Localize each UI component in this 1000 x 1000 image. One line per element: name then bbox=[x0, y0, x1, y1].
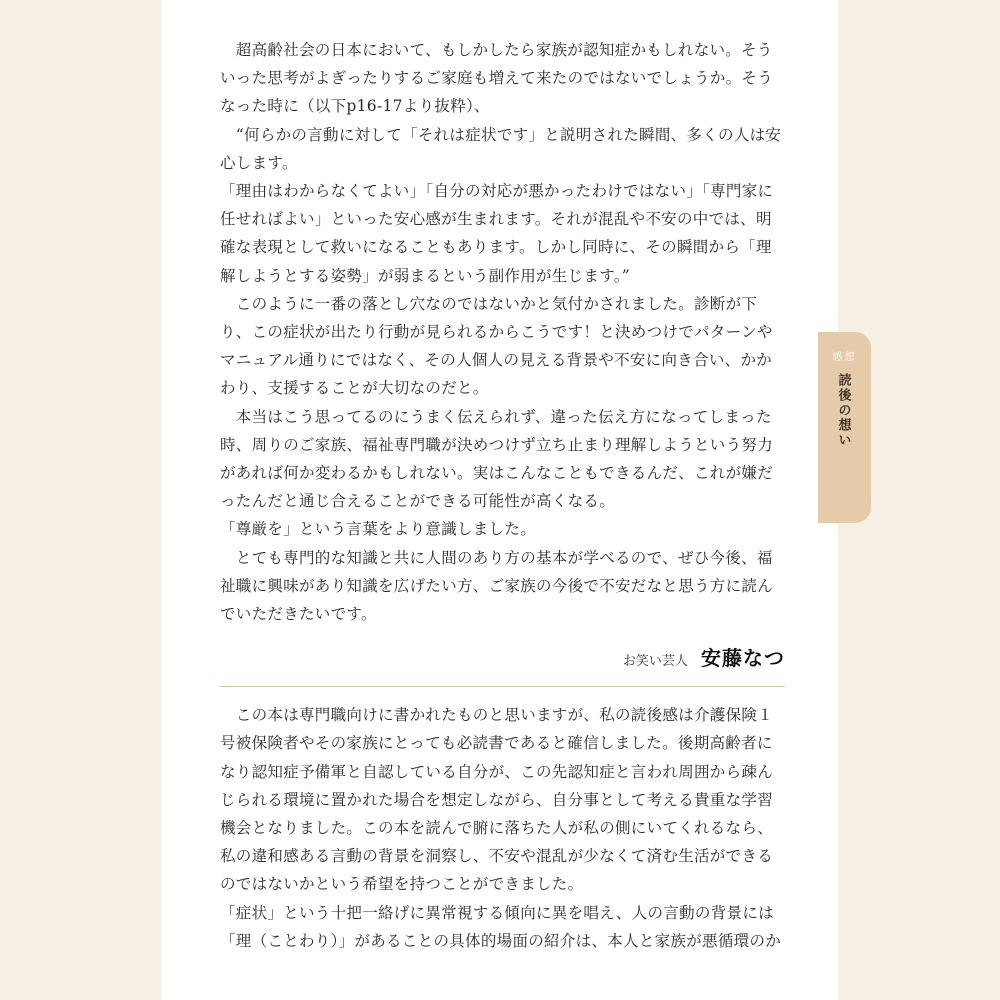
review-1-paragraph: 「尊厳を」という言葉をより意識しました。 bbox=[220, 520, 537, 539]
review-1-paragraph: とても専門的な知識と共に人間のあり方の基本が学べるので、ぜひ今後、福祉職に興味があり知識を広げたい方、ご家族の今後で不安だなと思う方に読んでいただきたいです。 bbox=[220, 548, 774, 624]
review-1-paragraph: 超高齢社会の日本において、もしかしたら家族が認知症かもしれない。そういった思考がよぎったりするご家庭も増えて来たのではないでしょうか。そうなった時に（以下p16-17より抜粋）、 bbox=[220, 41, 774, 116]
review-2-paragraph: 「症状」という十把一絡げに異常視する傾向に異を唱え、人の言動の背景には「理（ことわり）」があることの具体的場面の紹介は、本人と家族が悪循環のか bbox=[220, 903, 782, 950]
review-2-paragraph: この本は専門職向けに書かれたものと思いますが、私の読後感は介護保険１号被保険者やその家族にとっても必読書であると確信しました。後期高齢者になり認知症予備軍と自認している自分が、この先認知症と言われ周囲から疎んじられる環境に置かれた場合を想定しながら、自分事として考える貴重な学習機会となりました。この本を読んで腑に落ちた人が私の側にいてくれるなら、私の違和感ある言動の背景を洞察し、不安や混乱が少なくて済む生活ができるのではないかという希望を持つことができました。 bbox=[220, 706, 774, 894]
page bbox=[161, 0, 838, 1000]
review-1 bbox=[220, 36, 785, 682]
author-name: 安藤なつ bbox=[701, 646, 785, 671]
review-1-paragraph: “何らかの言動に対して「それは症状です」と説明された瞬間、多くの人は安心します。 bbox=[220, 125, 782, 172]
review-1-paragraph: 「理由はわからなくてよい」「自分の対応が悪かったわけではない」「専門家に任せればよい」といった安心感が生まれます。それが混乱や不安の中では、明確な表現として救いになることもあります。しかし同時に、その瞬間から「理解しようとする姿勢」が弱まるという副作用が生じます。” bbox=[220, 182, 774, 285]
tab-title-label: 読後の想い bbox=[835, 373, 851, 448]
side-index-tab[interactable] bbox=[818, 332, 871, 523]
tab-category-label: 感想 bbox=[832, 352, 857, 363]
review-1-paragraph: このように一番の落とし穴なのではないかと気付かされました。診断が下り、この症状が出たり行動が見られるからこうです！と決めつけでパターンやマニュアル通りにではなく、その人個人の見える背景や不安に向き合い、かかわり、支援することが大切なのだと。 bbox=[220, 294, 773, 398]
review-2 bbox=[220, 701, 785, 955]
author-role: お笑い芸人 bbox=[622, 654, 688, 670]
review-1-paragraph: 本当はこう思ってるのにうまく伝えられず、違った伝え方になってしまった時、周りのご家族、福祉専門職が決めつけず立ち止まり理解しようという努力があれば何か変わるかもしれない。実はこんなこともできるんだ、これが嫌だったんだと通じ合えることができる可能性が高くなる。 bbox=[220, 407, 774, 511]
section-divider bbox=[220, 686, 785, 687]
content-column bbox=[220, 36, 785, 955]
author-signature bbox=[220, 642, 785, 682]
